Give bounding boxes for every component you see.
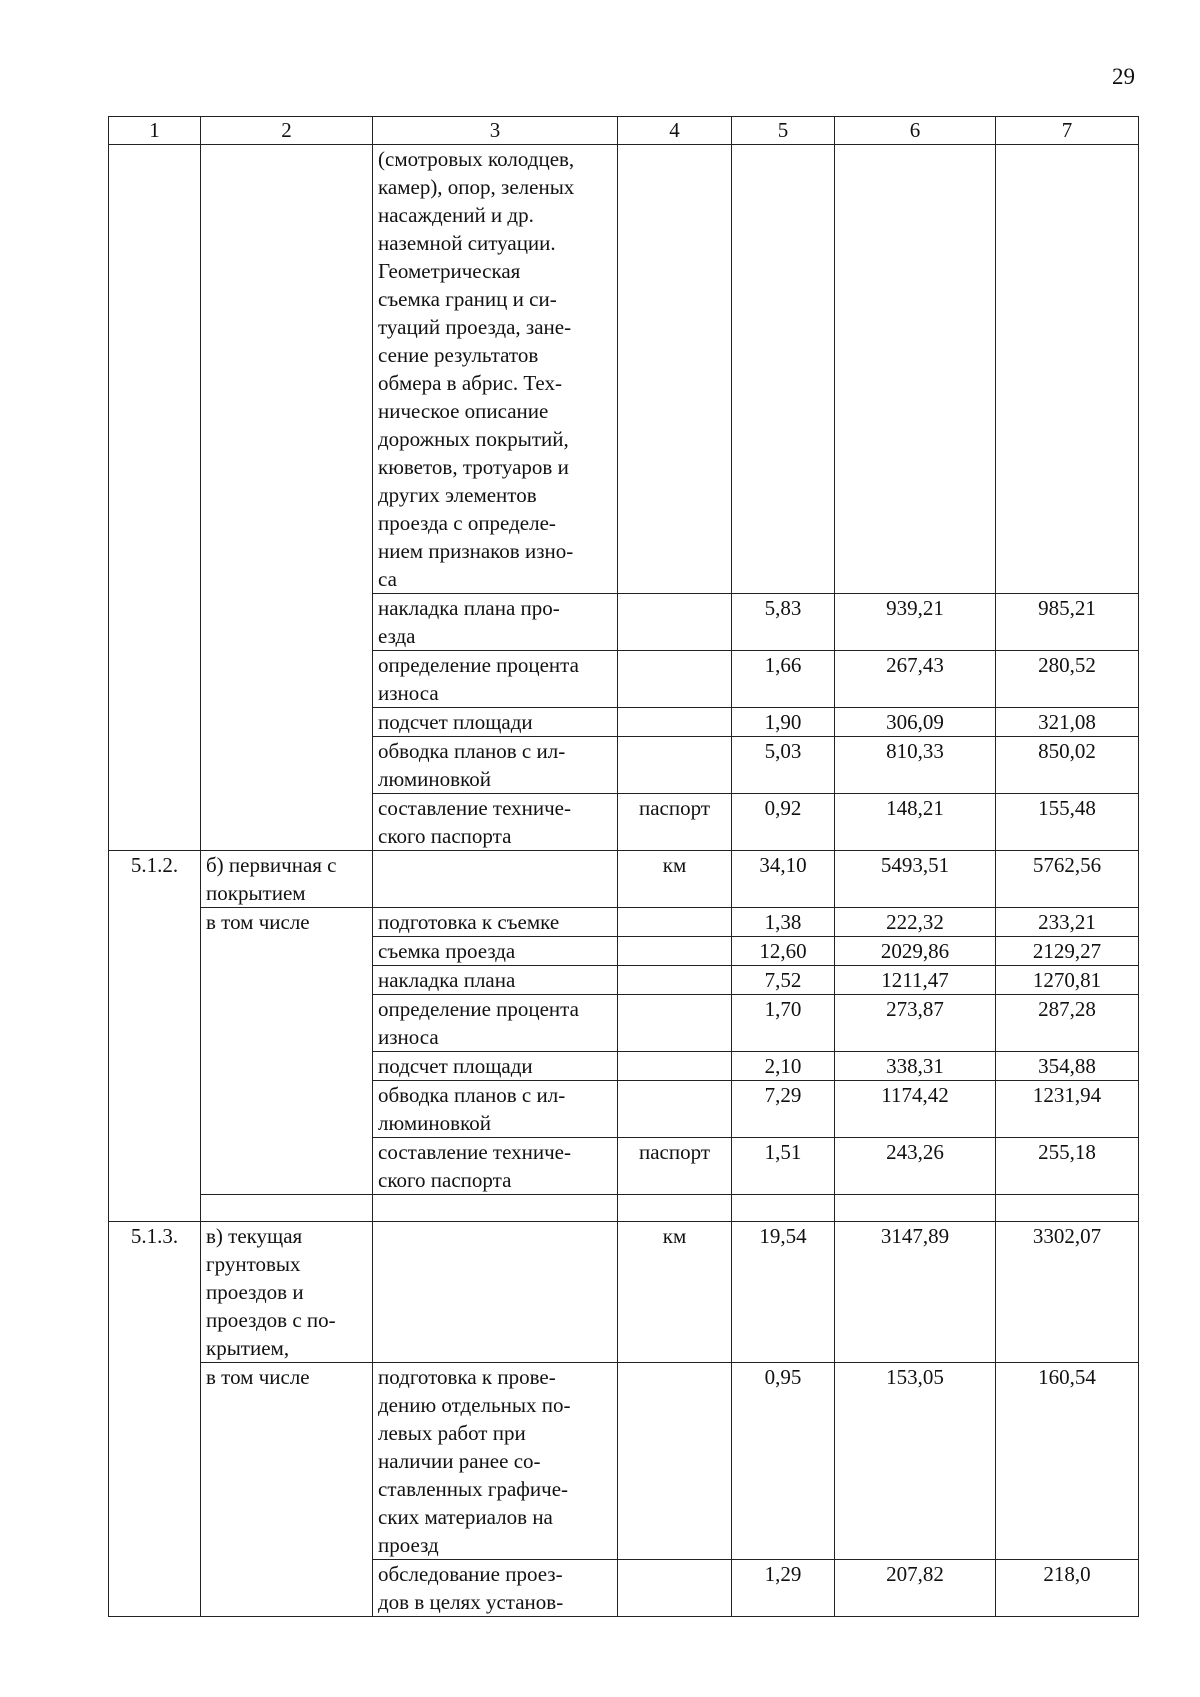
column-header: 4	[618, 117, 732, 145]
value-cell: 1231,94	[996, 1081, 1139, 1138]
work-description: съемка проезда	[373, 937, 618, 966]
value-cell: 267,43	[835, 651, 996, 708]
unit-cell	[618, 708, 732, 737]
unit-cell	[618, 908, 732, 937]
unit-cell: паспорт	[618, 794, 732, 851]
table-row	[109, 1363, 1139, 1560]
value-cell: 5,83	[732, 594, 835, 651]
value-cell: 5762,56	[996, 851, 1139, 908]
unit-cell: км	[618, 851, 732, 908]
unit-cell	[618, 651, 732, 708]
work-description: составление техниче- ского паспорта	[373, 794, 618, 851]
work-description: (смотровых колодцев, камер), опор, зеленых насаждений и др. наземной ситуации. Геометрическая съемка границ и си- туаций проезда, зане- сение результатов обмера в абрис. Тех- ническое описание дорожных покрытий, кюветов, тротуаров и других элементов проезда с определе- нием признаков изно- са	[373, 145, 618, 594]
page-number: 29	[1112, 64, 1135, 89]
section-number: 5.1.2.	[109, 851, 201, 1222]
value-cell: 222,32	[835, 908, 996, 937]
table-row	[109, 1195, 1139, 1222]
value-cell: 1211,47	[835, 966, 996, 995]
work-description: обследование проез- дов в целях установ-	[373, 1560, 618, 1617]
value-cell: 2,10	[732, 1052, 835, 1081]
work-description: подготовка к прове- дению отдельных по- левых работ при наличии ранее со- ставленных графиче- ских материалов на проезд	[373, 1363, 618, 1560]
value-cell: 5,03	[732, 737, 835, 794]
unit-cell	[618, 1560, 732, 1617]
value-cell: 1,66	[732, 651, 835, 708]
work-description: составление техниче- ского паспорта	[373, 1138, 618, 1195]
column-header: 2	[201, 117, 373, 145]
unit-cell	[618, 966, 732, 995]
value-cell: 34,10	[732, 851, 835, 908]
value-cell: 321,08	[996, 708, 1139, 737]
unit-cell	[618, 1052, 732, 1081]
rates-table	[108, 116, 1139, 1617]
value-cell: 287,28	[996, 995, 1139, 1052]
cell-empty	[109, 145, 201, 851]
value-cell: 5493,51	[835, 851, 996, 908]
column-header: 7	[996, 117, 1139, 145]
value-cell: 338,31	[835, 1052, 996, 1081]
value-cell: 7,29	[732, 1081, 835, 1138]
value-cell: 207,82	[835, 1560, 996, 1617]
subsection-label: в том числе	[201, 1363, 373, 1617]
unit-cell	[618, 1363, 732, 1560]
table-row	[109, 908, 1139, 937]
section-number: 5.1.3.	[109, 1222, 201, 1617]
value-cell: 850,02	[996, 737, 1139, 794]
table-header-row	[109, 117, 1139, 145]
unit-cell	[618, 937, 732, 966]
value-cell: 155,48	[996, 794, 1139, 851]
value-cell: 354,88	[996, 1052, 1139, 1081]
unit-cell: паспорт	[618, 1138, 732, 1195]
unit-cell	[618, 737, 732, 794]
work-description: накладка плана	[373, 966, 618, 995]
section-title: б) первичная с покрытием	[201, 851, 373, 908]
value-cell: 153,05	[835, 1363, 996, 1560]
value-cell: 0,92	[732, 794, 835, 851]
value-cell: 1174,42	[835, 1081, 996, 1138]
work-description: подготовка к съемке	[373, 908, 618, 937]
value-cell: 810,33	[835, 737, 996, 794]
value-cell: 306,09	[835, 708, 996, 737]
section-row	[109, 851, 1139, 908]
work-description: обводка планов с ил- люминовкой	[373, 737, 618, 794]
work-description: подсчет площади	[373, 708, 618, 737]
column-header: 5	[732, 117, 835, 145]
value-cell: 1,51	[732, 1138, 835, 1195]
section-row	[109, 1222, 1139, 1363]
value-cell: 1,29	[732, 1560, 835, 1617]
unit-cell	[618, 594, 732, 651]
cell-empty	[201, 145, 373, 851]
column-header: 3	[373, 117, 618, 145]
unit-cell: км	[618, 1222, 732, 1363]
value-cell: 148,21	[835, 794, 996, 851]
column-header: 1	[109, 117, 201, 145]
unit-cell	[618, 1081, 732, 1138]
table-row	[109, 145, 1139, 594]
work-description: подсчет площади	[373, 1052, 618, 1081]
value-cell: 3302,07	[996, 1222, 1139, 1363]
unit-cell	[618, 995, 732, 1052]
value-cell: 7,52	[732, 966, 835, 995]
value-cell: 985,21	[996, 594, 1139, 651]
value-cell: 0,95	[732, 1363, 835, 1560]
column-header: 6	[835, 117, 996, 145]
value-cell: 19,54	[732, 1222, 835, 1363]
value-cell: 1,38	[732, 908, 835, 937]
value-cell: 2129,27	[996, 937, 1139, 966]
work-description: определение процента износа	[373, 995, 618, 1052]
value-cell: 243,26	[835, 1138, 996, 1195]
value-cell: 1270,81	[996, 966, 1139, 995]
value-cell: 3147,89	[835, 1222, 996, 1363]
value-cell: 2029,86	[835, 937, 996, 966]
value-cell: 12,60	[732, 937, 835, 966]
value-cell: 939,21	[835, 594, 996, 651]
work-description: накладка плана про- езда	[373, 594, 618, 651]
value-cell: 273,87	[835, 995, 996, 1052]
subsection-label: в том числе	[201, 908, 373, 1195]
work-description: обводка планов с ил- люминовкой	[373, 1081, 618, 1138]
value-cell: 218,0	[996, 1560, 1139, 1617]
section-title: в) текущая грунтовых проездов и проездов с по- крытием,	[201, 1222, 373, 1363]
value-cell: 1,90	[732, 708, 835, 737]
value-cell: 1,70	[732, 995, 835, 1052]
value-cell: 255,18	[996, 1138, 1139, 1195]
value-cell: 233,21	[996, 908, 1139, 937]
value-cell: 160,54	[996, 1363, 1139, 1560]
value-cell: 280,52	[996, 651, 1139, 708]
work-description: определение процента износа	[373, 651, 618, 708]
